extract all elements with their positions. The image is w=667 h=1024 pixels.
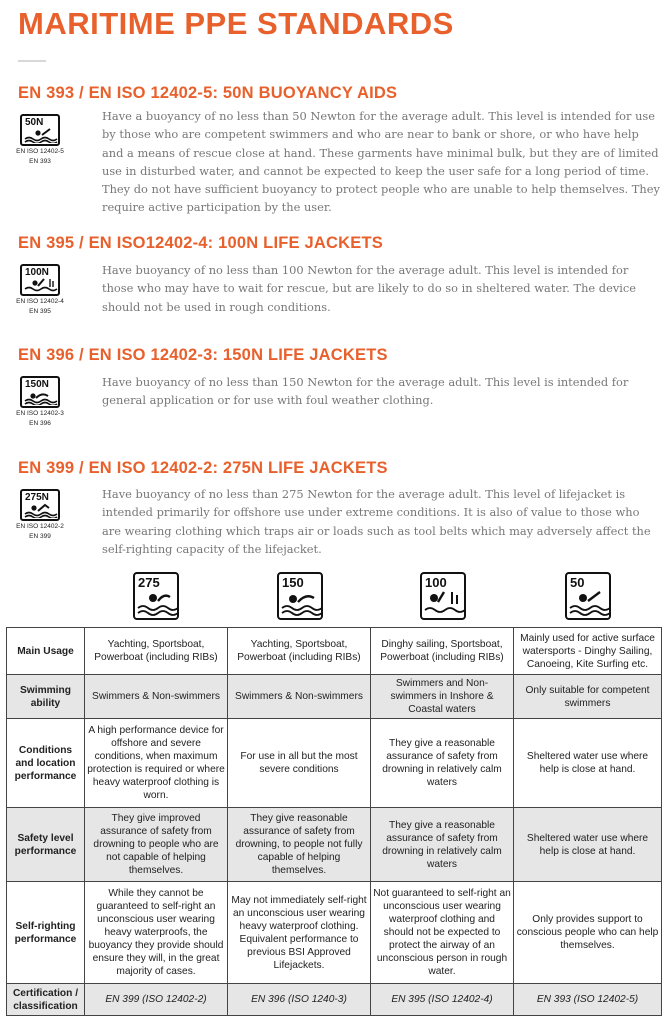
table-row xyxy=(7,628,662,675)
table-cell: They give improved assurance of safety from drowning to people who are not capable of helping themselves. xyxy=(85,808,228,882)
table-cell: While they cannot be guaranteed to self-right an unconscious user wearing heavy waterproofs, the buoyancy they provide should ensure they will, in the great majority of cases. xyxy=(85,882,228,984)
badge-number: 275N xyxy=(25,492,49,503)
life-jacket-275n-icon xyxy=(0,489,80,541)
table-cell: Swimmers & Non-swimmers xyxy=(85,675,228,719)
column-100-icon xyxy=(420,572,466,620)
table-cell: Only provides support to conscious people who can help themselves. xyxy=(514,882,662,984)
column-icon-number: 275 xyxy=(138,575,160,590)
table-cell: Only suitable for competent swimmers xyxy=(514,675,662,719)
table-cell: Dinghy sailing, Sportsboat, Powerboat (including RIBs) xyxy=(371,628,514,675)
table-column-icons xyxy=(0,572,667,626)
column-icon-number: 50 xyxy=(570,575,585,590)
table-cell: EN 399 (ISO 12402-2) xyxy=(85,984,228,1016)
badge-number: 150N xyxy=(25,379,49,390)
section-body: Have buoyancy of no less than 100 Newton for the average adult. This level is intended for those who may have to wait for rescue, but are likely to do so in sheltered water. The device should not be used in rough conditions. xyxy=(102,263,637,314)
icon-caption: EN ISO 12402-2 xyxy=(16,523,64,530)
table-row xyxy=(7,984,662,1016)
table-cell: EN 395 (ISO 12402-4) xyxy=(371,984,514,1016)
life-jacket-100n-icon xyxy=(0,264,80,316)
section-150n xyxy=(18,346,663,436)
table-row xyxy=(7,719,662,808)
table-cell: They give reasonable assurance of safety from drowning, to people not fully capable of helping themselves. xyxy=(228,808,371,882)
column-icon-number: 100 xyxy=(425,575,447,590)
table-cell: Sheltered water use where help is close at hand. xyxy=(514,808,662,882)
table-cell: They give a reasonable assurance of safety from drowning in relatively calm waters xyxy=(371,808,514,882)
section-275n xyxy=(18,459,663,559)
icon-caption: EN 399 xyxy=(29,533,51,540)
table-cell: Mainly used for active surface watersports - Dinghy Sailing, Canoeing, Kite Surfing etc. xyxy=(514,628,662,675)
table-cell: Swimmers and Non-swimmers in Inshore & Coastal waters xyxy=(371,675,514,719)
table-cell: May not immediately self-right an unconscious user wearing heavy waterproof clothing. Equivalent performance to previous BSI Approved Lifejackets. xyxy=(228,882,371,984)
table-row xyxy=(7,675,662,719)
icon-caption: EN 393 xyxy=(29,158,51,165)
table-cell: A high performance device for offshore and severe conditions, when maximum protection is required or where heavy waterproof clothing is worn. xyxy=(85,719,228,808)
icon-caption: EN 395 xyxy=(29,308,51,315)
table-cell: Swimmers & Non-swimmers xyxy=(228,675,371,719)
section-100n xyxy=(18,234,663,324)
section-body: Have buoyancy of no less than 150 Newton for the average adult. This level is intended for general application or for use with foul weather clothing. xyxy=(102,375,629,408)
buoyancy-aid-50n-icon xyxy=(0,114,80,166)
row-header-safety-level: Safety level performance xyxy=(7,808,85,882)
section-heading: EN 393 / EN ISO 12402-5: 50N BUOYANCY AIDS xyxy=(18,84,398,102)
icon-caption: EN ISO 12402-4 xyxy=(16,298,64,305)
column-icon-number: 150 xyxy=(282,575,304,590)
table-cell: Yachting, Sportsboat, Powerboat (including RIBs) xyxy=(85,628,228,675)
column-275-icon xyxy=(133,572,179,620)
column-50-icon xyxy=(565,572,611,620)
table-row xyxy=(7,882,662,984)
comparison-table xyxy=(6,627,662,1016)
section-heading: EN 396 / EN ISO 12402-3: 150N LIFE JACKETS xyxy=(18,346,388,364)
table-cell: EN 393 (ISO 12402-5) xyxy=(514,984,662,1016)
life-jacket-150n-icon xyxy=(0,376,80,428)
table-cell: Yachting, Sportsboat, Powerboat (including RIBs) xyxy=(228,628,371,675)
column-150-icon xyxy=(277,572,323,620)
row-header-certification: Certification / classification xyxy=(7,984,85,1016)
section-heading: EN 395 / EN ISO12402-4: 100N LIFE JACKETS xyxy=(18,234,383,252)
badge-number: 100N xyxy=(25,267,49,278)
row-header-conditions: Conditions and location performance xyxy=(7,719,85,808)
icon-caption: EN 396 xyxy=(29,420,51,427)
table-cell: EN 396 (ISO 1240-3) xyxy=(228,984,371,1016)
table-cell: For use in all but the most severe conditions xyxy=(228,719,371,808)
icon-caption: EN ISO 12402-5 xyxy=(16,148,64,155)
table-cell: They give a reasonable assurance of safety from drowning in relatively calm waters xyxy=(371,719,514,808)
icon-caption: EN ISO 12402-3 xyxy=(16,410,64,417)
title-divider xyxy=(18,60,46,62)
section-body: Have buoyancy of no less than 275 Newton for the average adult. This level of lifejacket is intended primarily for offshore use under extreme conditions. It is also of value to those who are wearing clothing which traps air or loads such as tool belts which may adversely affect the self-righting capacity of the lifejacket. xyxy=(102,487,651,556)
page-title: MARITIME PPE STANDARDS xyxy=(18,6,454,41)
section-heading: EN 399 / EN ISO 12402-2: 275N LIFE JACKETS xyxy=(18,459,388,477)
badge-number: 50N xyxy=(25,117,44,128)
table-cell: Not guaranteed to self-right an unconscious user wearing waterproof clothing and should not be expected to protect the airway of an unconscious person in rough water. xyxy=(371,882,514,984)
table-row xyxy=(7,808,662,882)
row-header-main-usage: Main Usage xyxy=(7,628,85,675)
table-cell: Sheltered water use where help is close at hand. xyxy=(514,719,662,808)
section-body: Have a buoyancy of no less than 50 Newton for the average adult. This level is intended for use by those who are competent swimmers and who are near to bank or shore, or who have help and a means of rescue close at hand. These garments have minimal bulk, but they are of limited use in disturbed water, and cannot be expected to keep the user safe for a long period of time. They do not have sufficient buoyancy to protect people who are unable to help themselves. They require active participation by the user. xyxy=(102,109,660,215)
row-header-swimming-ability: Swimming ability xyxy=(7,675,85,719)
row-header-self-righting: Self-righting performance xyxy=(7,882,85,984)
section-50n xyxy=(18,84,663,219)
